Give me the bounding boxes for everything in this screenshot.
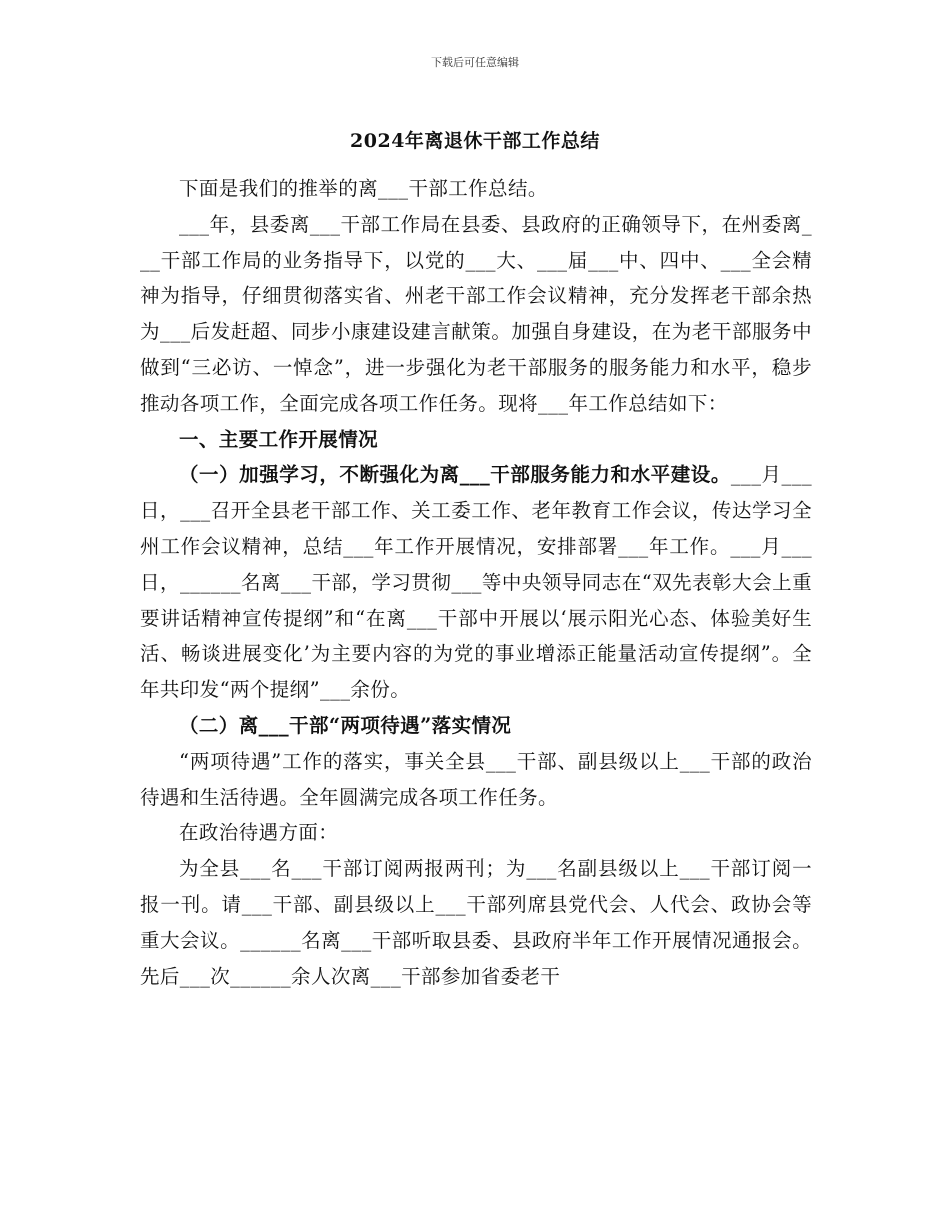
- two-treatments-paragraph: “两项待遇”工作的落实，事关全县___干部、副县级以上___干部的政治待遇和生活待遇。全年圆满完成各项工作任务。: [140, 749, 812, 809]
- subsection-1-text: ___月___日，___召开全县老干部工作、关工委工作、老年教育工作会议，传达学习全州工作会议精神，总结___年工作开展情况，安排部署___年工作。___月___日，______名离___干部，学习贯彻___等中央领导同志在“双先表彰大会上重要讲话精神宣传提纲”和“在离___干部中开展以‘展示阳光心态、体验美好生活、畅谈进展变化’为主要内容的为党的事业增添正能量活动宣传提纲”。全年共印发“两个提纲”___余份。: [140, 463, 812, 702]
- political-treatment-paragraph: 为全县___名___干部订阅两报两刊；为___名副县级以上___干部订阅一报一刊。请___干部、副县级以上___干部列席县党代会、人代会、政协会等重大会议。______名离___干部听取县委、县政府半年工作开展情况通报会。先后___次______余人次离___干部参加省委老干: [140, 857, 812, 988]
- section-heading-1: 一、主要工作开展情况: [179, 427, 379, 451]
- subsection-2-heading: （二）离___干部“两项待遇”落实情况: [179, 713, 512, 737]
- document-title: 2024年离退休干部工作总结: [350, 130, 600, 152]
- subsection-1-paragraph: [140, 457, 812, 708]
- overview-paragraph: ___年，县委离___干部工作局在县委、县政府的正确领导下，在州委离___干部工作局的业务指导下，以党的___大、___届___中、四中、___全会精神为指导，仔细贯彻落实省、州老干部工作会议精神，充分发挥老干部余热为___后发赶超、同步小康建设建言献策。加强自身建设，在为老干部服务中做到“三必访、一悼念”，进一步强化为老干部服务的服务能力和水平，稳步推动各项工作，全面完成各项工作任务。现将___年工作总结如下：: [140, 212, 812, 415]
- political-treatment-label: 在政治待遇方面：: [179, 821, 339, 845]
- page-header-note: 下载后可任意编辑: [431, 56, 519, 69]
- intro-paragraph: 下面是我们的推举的离___干部工作总结。: [179, 177, 548, 200]
- subsection-1-heading: （一）加强学习，不断强化为离___干部服务能力和水平建设。: [179, 463, 731, 487]
- document-body: [140, 171, 812, 994]
